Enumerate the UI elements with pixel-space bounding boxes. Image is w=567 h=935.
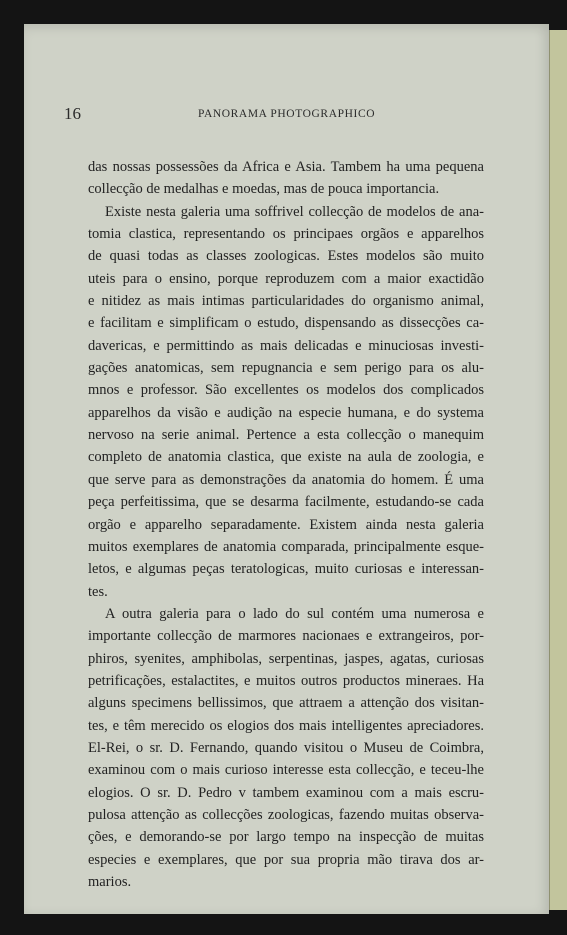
text-line: mnos e professor. São excellentes os modelos dos complicados	[88, 382, 484, 399]
text-line: davericas, e permittindo as mais delicadas e minuciosas investi-	[88, 337, 484, 354]
text-line: e nitidez as mais intimas particularidades do organismo animal,	[88, 293, 484, 310]
text-line: orgão e apparelho separadamente. Existem ainda nesta galeria	[88, 516, 484, 533]
text-line: letos, e algumas peças teratologicas, muito curiosas e interessan-	[88, 561, 484, 578]
text-line: Existe nesta galeria uma soffrivel collecção de modelos de ana-	[105, 203, 484, 220]
body-text	[88, 156, 484, 893]
text-line: A outra galeria para o lado do sul contém uma numerosa e	[105, 605, 484, 622]
text-line: pulosa attenção as collecções zoologicas, fazendo muitas observa-	[88, 806, 484, 823]
page-number: 16	[64, 104, 81, 123]
text-line: que serve para as demonstrações da anatomia do homem. É uma	[88, 471, 484, 488]
page-header	[64, 104, 484, 126]
text-line: completo de anatomia clastica, que existe na aula de zoologia, e	[88, 449, 484, 466]
text-line: gações anatomicas, sem repugnancia e sem perigo para os alu-	[88, 360, 484, 377]
text-line: importante collecção de marmores nacionaes e extrangeiros, por-	[88, 628, 484, 645]
text-line: peça perfeitissima, que se desarma facilmente, estudando-se cada	[88, 494, 484, 511]
text-line: nervoso na serie animal. Pertence a esta collecção o manequim	[88, 427, 484, 444]
text-line: alguns specimens bellissimos, que attraem a attenção dos visitan-	[88, 695, 484, 712]
text-line: uteis para o ensino, porque reproduzem com a maior exactidão	[88, 270, 484, 287]
text-line: petrificações, estalactites, e muitos outros productos mineraes. Ha	[88, 672, 484, 689]
text-line: tomia clastica, representando os principaes orgãos e apparelhos	[88, 226, 484, 243]
text-line: El-Rei, o sr. D. Fernando, quando visitou o Museu de Coimbra,	[88, 739, 484, 756]
text-line: phiros, syenites, amphibolas, serpentinas, jaspes, agatas, curiosas	[88, 650, 484, 667]
text-line: tes.	[88, 583, 108, 600]
text-line: marios.	[88, 874, 132, 890]
text-line: collecção de medalhas e moedas, mas de pouca importancia.	[88, 181, 440, 198]
text-line: de quasi todas as classes zoologicas. Estes modelos são muito	[88, 248, 484, 265]
text-line: apparelhos da visão e audição na especie humana, e do systema	[88, 404, 484, 421]
text-line: tes, e têm merecido os elogios dos mais intelligentes apreciadores.	[88, 717, 484, 734]
text-line: e facilitam e simplificam o estudo, dispensando as dissecções ca-	[88, 315, 484, 332]
text-line: elogios. O sr. D. Pedro v tambem examinou com a mais escru-	[88, 784, 484, 801]
text-line: examinou com o mais curioso interesse esta collecção, e teceu-lhe	[88, 762, 484, 779]
text-line: especies e exemplares, que por sua propria mão tirava dos ar-	[88, 851, 484, 868]
text-line: muitos exemplares de anatomia comparada, principalmente esque-	[88, 538, 484, 555]
text-line: das nossas possessões da Africa e Asia. Tambem ha uma pequena	[88, 159, 484, 175]
next-page-edge	[549, 30, 567, 910]
running-title: PANORAMA PHOTOGRAPHICO	[198, 108, 376, 120]
text-line: ções, e demorando-se por largo tempo na inspecção de muitas	[88, 829, 484, 846]
